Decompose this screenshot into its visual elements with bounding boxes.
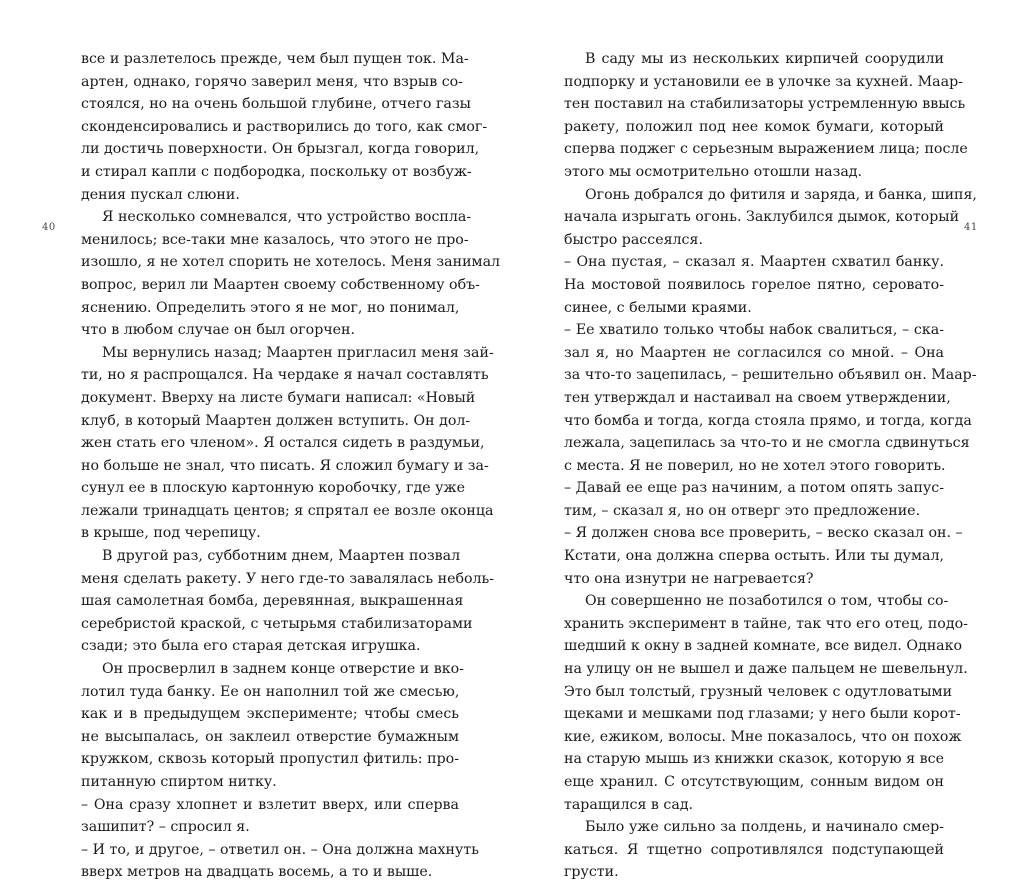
text-line: щеками и мешками под глазами; у него были корот- bbox=[564, 706, 961, 723]
text-line: яснению. Определить этого я не мог, но понимал, bbox=[81, 299, 460, 316]
text-line: что в любом случае он был огорчен. bbox=[81, 322, 356, 339]
text-line: в крыше, под черепицу. bbox=[81, 525, 261, 542]
text-line: лотил туда банку. Ее он наполнил той же смесью, bbox=[81, 683, 460, 700]
text-line: ли достичь поверхности. Он брызгал, когда говорил, bbox=[81, 141, 480, 158]
text-line: – Давай ее еще раз начиним, а потом опять запус- bbox=[564, 480, 944, 497]
text-line: шая самолетная бомба, деревянная, выкрашенная bbox=[81, 593, 464, 610]
text-line: шедший к окну в задней комнате, все видел. Однако bbox=[564, 638, 963, 655]
text-line: сзади; это была его старая детская игрушка. bbox=[81, 638, 421, 655]
text-line: – Она пустая, – сказал я. Маартен схватил банку. bbox=[564, 254, 944, 271]
text-line: хранить эксперимент в тайне, так что его отец, подо- bbox=[564, 615, 968, 632]
text-line: ракету, положил под нее комок бумаги, который bbox=[564, 118, 944, 135]
text-line: В другой раз, субботним днем, Маартен позвал bbox=[102, 548, 461, 565]
text-line: не высыпалась, он заклеил отверстие бумажным bbox=[81, 728, 459, 745]
text-line: и стирал капли с подбородка, поскольку от возбуж- bbox=[81, 163, 472, 180]
text-line: начала изрыгать огонь. Заклубился дымок, который bbox=[564, 209, 960, 226]
text-line: что бомба и тогда, когда стояла прямо, и тогда, когда bbox=[564, 412, 972, 429]
text-line: клуб, в который Маартен должен вступить. Он дол- bbox=[81, 412, 471, 429]
text-line: жен стать его членом». Я остался сидеть в раздумьи, bbox=[81, 435, 485, 452]
text-line: Было уже сильно за полдень, и начинало смер- bbox=[585, 819, 944, 836]
text-line: дения пускал слюни. bbox=[81, 186, 240, 203]
text-line: изошло, я не хотел спорить не хотелось. Меня занимал bbox=[81, 254, 501, 271]
text-line: Мы вернулись назад; Маартен пригласил меня зай- bbox=[102, 344, 494, 361]
text-line: лежали тринадцать центов; я спрятал ее возле оконца bbox=[81, 502, 494, 519]
text-line: с места. Я не поверил, но не хотел этого говорить. bbox=[564, 457, 946, 474]
text-line: менилось; все-таки мне казалось, что этого не про- bbox=[81, 231, 469, 248]
text-line: сконденсировались и растворились до того, как смог- bbox=[81, 118, 488, 135]
text-line: кружком, сквозь который пропустил фитиль: про- bbox=[81, 751, 459, 768]
text-line: Огонь добрался до фитиля и заряда, и банка, шипя, bbox=[585, 186, 977, 203]
text-line: Он просверлил в заднем конце отверстие и вко- bbox=[102, 661, 464, 678]
right-page-number: 41 bbox=[964, 222, 978, 233]
text-line: подпорку и установили ее в улочке за кухней. Маар- bbox=[564, 73, 963, 90]
text-line: тен поставил на стабилизаторы устремленную ввысь bbox=[564, 96, 966, 113]
text-line: еще хранил. С отсутствующим, сонным видом он bbox=[564, 774, 944, 790]
text-line: артен, однако, горячо заверил меня, что взрыв со- bbox=[81, 73, 463, 90]
text-line: ти, но я распрощался. На чердаке я начал составлять bbox=[81, 367, 489, 384]
text-line: сперва поджег с серьезным выражением лица; после bbox=[564, 141, 968, 158]
text-line: – Я должен снова все проверить, – веско сказал он. – bbox=[564, 525, 963, 542]
text-line: вопрос, верил ли Маартен своему собственному объ- bbox=[81, 276, 480, 293]
text-line: каться. Я тщетно сопротивлялся подступающей bbox=[564, 841, 944, 858]
text-line: синее, с белыми краями. bbox=[564, 299, 752, 316]
text-line: как и в предыдущем эксперименте; чтобы смесь bbox=[81, 706, 459, 723]
text-line: серебристой краской, с четырьмя стабилизаторами bbox=[81, 615, 473, 632]
text-line: на улицу он не вышел и даже пальцем не шевельнул. bbox=[564, 661, 968, 678]
text-line: – Она сразу хлопнет и взлетит вверх, или сперва bbox=[81, 796, 459, 813]
text-line: Я несколько сомневался, что устройство воспла- bbox=[102, 209, 472, 226]
text-line: сунул ее в плоскую картонную коробочку, где уже bbox=[81, 480, 465, 497]
text-line: этого мы осмотрительно отошли назад. bbox=[564, 163, 863, 180]
text-line: питанную спиртом нитку. bbox=[81, 774, 277, 790]
text-line: вверх метров на двадцать восемь, а то и выше. bbox=[81, 864, 433, 881]
text-line: за что-то зацепилась, – решительно объявил он. Маар- bbox=[564, 367, 977, 384]
text-line: зал я, но Маартен не согласился со мной. – Она bbox=[564, 344, 944, 361]
left-page-number: 40 bbox=[42, 222, 56, 233]
text-line: тен утверждал и настаивал на своем утверждении, bbox=[564, 389, 951, 406]
text-line: что она изнутри не нагревается? bbox=[564, 570, 814, 587]
text-line: В саду мы из нескольких кирпичей соорудили bbox=[585, 51, 944, 67]
text-line: кие, ежиком, волосы. Мне показалось, что он похож bbox=[564, 728, 962, 745]
text-line: Он совершенно не позаботился о том, чтобы со- bbox=[585, 593, 949, 610]
text-line: таращился в сад. bbox=[564, 796, 694, 813]
left-page-text bbox=[81, 48, 501, 884]
text-line: документ. Вверху на листе бумаги написал: «Новый bbox=[81, 389, 476, 406]
text-line: стоялся, но на очень большой глубине, отчего газы bbox=[81, 96, 471, 113]
text-line: На мостовой появилось горелое пятно, серовато- bbox=[564, 276, 944, 293]
text-line: все и разлетелось прежде, чем был пущен ток. Ма- bbox=[81, 51, 469, 67]
text-line: Кстати, она должна сперва остыть. Или ты думал, bbox=[564, 548, 944, 565]
text-line: зашипит? – спросил я. bbox=[81, 819, 250, 836]
text-line: – И то, и другое, – ответил он. – Она должна махнуть bbox=[81, 841, 479, 858]
text-line: но больше не знал, что писать. Я сложил бумагу и за- bbox=[81, 457, 489, 474]
text-line: тим, – сказал я, но он отверг это предложение. bbox=[564, 502, 921, 519]
text-line: меня сделать ракету. У него где-то завалялась неболь- bbox=[81, 570, 495, 587]
text-line: на старую мышь из книжки сказок, которую я все bbox=[564, 751, 944, 768]
text-line: грусти. bbox=[564, 864, 619, 881]
text-line: быстро рассеялся. bbox=[564, 231, 703, 248]
text-line: – Ее хватило только чтобы набок свалиться, – ска- bbox=[564, 322, 944, 339]
text-line: лежала, зацепилась за что-то и не смогла сдвинуться bbox=[564, 435, 970, 452]
text-line: Это был толстый, грузный человек с одутловатыми bbox=[564, 683, 953, 700]
